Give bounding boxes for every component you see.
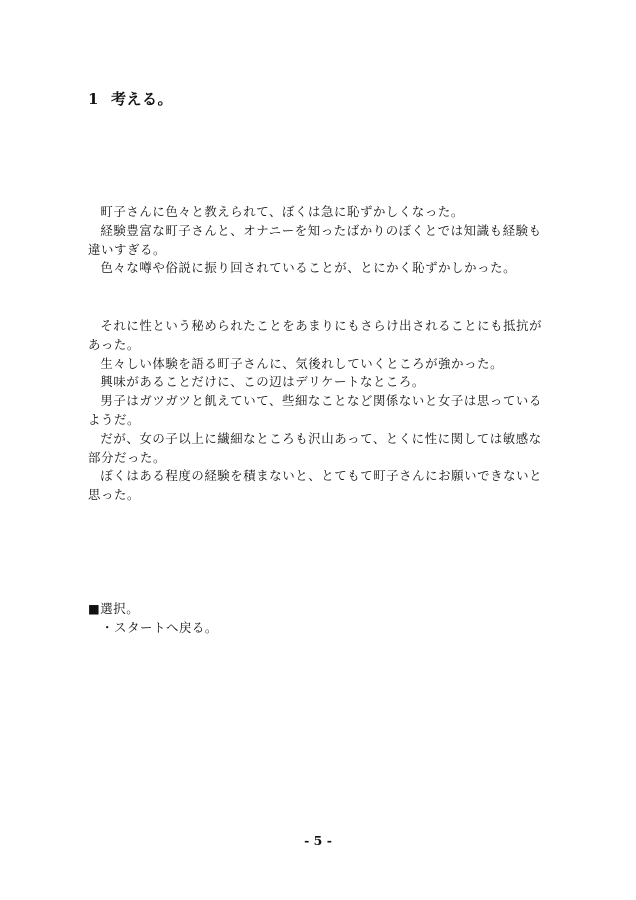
paragraph: 経験豊富な町子さんと、オナニーを知ったばかりのぼくとでは知識も経験も違いすぎる。 [88, 222, 542, 257]
section-number: 1 [88, 90, 99, 108]
choice-return-to-start-link[interactable]: ・スタートへ戻る。 [101, 620, 218, 635]
paragraph: 興味があることだけに、この辺はデリケートなところ。 [100, 374, 425, 390]
paragraph: 色々な噂や俗説に振り回されていることが、とにかく恥ずかしかった。 [100, 260, 517, 276]
paragraph: 町子さんに色々と教えられて、ぼくは急に恥ずかしくなった。 [100, 204, 464, 219]
choice-label: ■選択。 [88, 601, 140, 616]
section-title: 考える。 [110, 90, 173, 108]
paragraph: 生々しい体験を語る町子さんに、気後れしていくところが強かった。 [100, 355, 504, 371]
paragraph-block-2 [88, 317, 553, 505]
paragraph: だが、女の子以上に繊細なところも沢山あって、とくに性に関しては敏感な部分だった。 [88, 430, 542, 465]
paragraph: 男子はガツガツと飢えていて、些細なことなど関係ないと女子は思っているようだ。 [88, 393, 542, 427]
page-number: - 5 - [304, 833, 332, 848]
paragraph: それに性という秘められたことをあまりにもさらけ出されることにも抵抗があった。 [88, 318, 543, 352]
section-heading [88, 88, 173, 109]
paragraph: ぼくはある程度の経験を積まないと、とてもて町子さんにお願いできないと思った。 [88, 468, 543, 503]
paragraph-block-1 [88, 203, 553, 278]
choice-section [88, 599, 218, 637]
